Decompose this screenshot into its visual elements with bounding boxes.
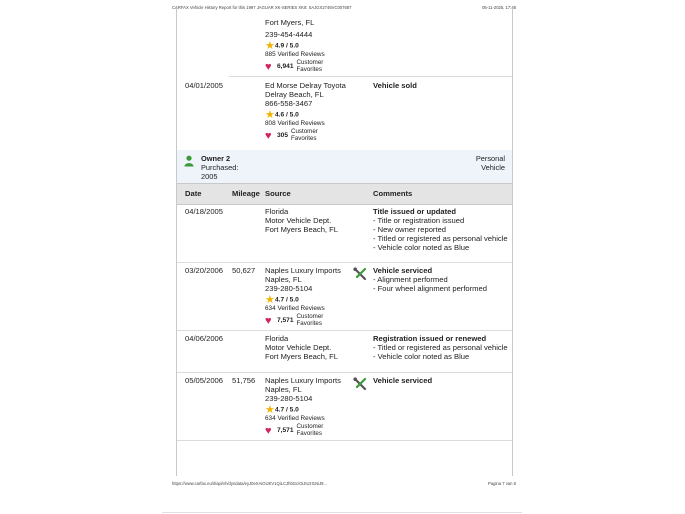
row-divider [177, 330, 512, 331]
dealer-favorites: ♥ 6,941 Customer Favorites [265, 58, 324, 73]
dealer-city: Delray Beach, FL [265, 90, 324, 99]
column-date: Date [185, 189, 202, 198]
owner-header [177, 150, 512, 183]
dealer-rating: 4.9 / 5.0 [275, 42, 299, 50]
star-icon: ★ [265, 294, 275, 306]
record-source: Florida Motor Vehicle Dept. Fort Myers Beach, FL [265, 207, 339, 234]
record-date: 04/06/2006 [185, 334, 224, 343]
record-comment [373, 376, 508, 385]
dealer-name[interactable]: Naples Luxury Imports [265, 376, 341, 385]
row-divider [177, 440, 512, 441]
wrench-screwdriver-icon [353, 377, 367, 391]
column-source: Source [265, 189, 291, 198]
owner-purchased-year: 2005 [201, 172, 218, 181]
print-footer-url[interactable]: https://www.carfax.eu/it/api/vh/dyndata/eyJ0eXAiOiJKV1QiLCJhbGciOiJIUzI1NiJ9... [172, 481, 328, 486]
record-source: Florida Motor Vehicle Dept. Fort Myers Beach, FL [265, 334, 339, 361]
heart-icon: ♥ [265, 129, 272, 142]
record-comment-title: Vehicle sold [373, 81, 417, 90]
heart-icon: ♥ [265, 314, 272, 327]
page-bottom-rule [162, 512, 522, 513]
record-comment-title: Registration issued or renewed [373, 334, 487, 343]
record-details: - Title or registration issued - New owner reported - Titled or registered as personal vehicle - Vehicle color noted as Blue [373, 216, 508, 252]
record-date: 03/20/2006 [185, 266, 224, 275]
records-table-header [177, 183, 512, 205]
record-comment-title: Vehicle serviced [373, 376, 433, 385]
dealer-reviews[interactable]: 885 Verified Reviews [265, 51, 325, 58]
dealer-favorites: ♥ 7,571 Customer Favorites [265, 422, 324, 437]
star-icon: ★ [265, 109, 275, 121]
dealer-phone[interactable]: 239-280-5104 [265, 394, 313, 403]
dealer-phone[interactable]: 239-280-5104 [265, 284, 313, 293]
record-comment [373, 207, 508, 252]
record-date: 04/01/2005 [185, 81, 224, 90]
column-comments: Comments [373, 189, 413, 198]
dealer-name[interactable]: Ed Morse Delray Toyota [265, 81, 346, 90]
dealer-favorites: ♥ 7,571 Customer Favorites [265, 312, 324, 327]
dealer-city: Fort Myers, FL [265, 18, 315, 27]
print-header-timestamp: 05-11-2025, 17:48 [482, 5, 516, 10]
dealer-name[interactable]: Naples Luxury Imports [265, 266, 341, 275]
record-comment [373, 334, 508, 361]
heart-icon: ♥ [265, 424, 272, 437]
history-panel [176, 8, 513, 476]
dealer-rating: 4.7 / 5.0 [275, 406, 299, 414]
dealer-reviews[interactable]: 634 Verified Reviews [265, 305, 325, 312]
record-date: 04/18/2005 [185, 207, 224, 216]
row-divider [229, 76, 512, 77]
record-comment-title: Title issued or updated [373, 207, 456, 216]
dealer-favorites: ♥ 305 Customer Favorites [265, 127, 318, 142]
record-comment [373, 266, 508, 293]
star-icon: ★ [265, 404, 275, 416]
owner-title: Owner 2 [201, 154, 231, 163]
record-source [265, 81, 346, 144]
row-divider [177, 262, 512, 263]
column-mileage: Mileage [232, 189, 260, 198]
owner-purchased-label: Purchased: [201, 163, 239, 172]
dealer-info [265, 18, 325, 75]
record-comment-title: Vehicle serviced [373, 266, 433, 275]
print-footer [172, 481, 516, 491]
dealer-reviews[interactable]: 808 Verified Reviews [265, 120, 325, 127]
dealer-reviews[interactable]: 634 Verified Reviews [265, 415, 325, 422]
wrench-screwdriver-icon [353, 267, 367, 281]
record-mileage: 51,756 [232, 376, 256, 385]
star-icon: ★ [265, 40, 275, 52]
dealer-phone[interactable]: 239-454-4444 [265, 30, 313, 39]
record-source: Naples Luxury Imports Naples, FL 239-280-5104 ★4.7 / 5.0 634 Verified Reviews ♥ 7,571 Customer Favorites [265, 376, 341, 437]
record-mileage: 50,627 [232, 266, 256, 275]
record-source: Naples Luxury Imports Naples, FL 239-280-5104 ★4.7 / 5.0 634 Verified Reviews ♥ 7,571 Customer Favorites [265, 266, 341, 327]
dealer-rating: 4.6 / 5.0 [275, 111, 299, 119]
owner-person-icon [184, 155, 194, 167]
print-footer-page: Pagina 7 van 8 [488, 481, 516, 486]
owner-vehicle-type: Personal Vehicle [475, 154, 505, 172]
record-date: 05/05/2006 [185, 376, 224, 385]
record-details: - Titled or registered as personal vehicle - Vehicle color noted as Blue [373, 343, 508, 361]
record-details: - Alignment performed - Four wheel alignment performed [373, 275, 487, 293]
print-header-title: CARFAX Vehicle History Report for this 1997 JAGUAR XK-SERIES XK8: SAJGX2746VC007687 [172, 5, 352, 10]
dealer-phone[interactable]: 866-558-3467 [265, 99, 313, 108]
dealer-rating: 4.7 / 5.0 [275, 296, 299, 304]
row-divider [177, 372, 512, 373]
heart-icon: ♥ [265, 60, 272, 73]
